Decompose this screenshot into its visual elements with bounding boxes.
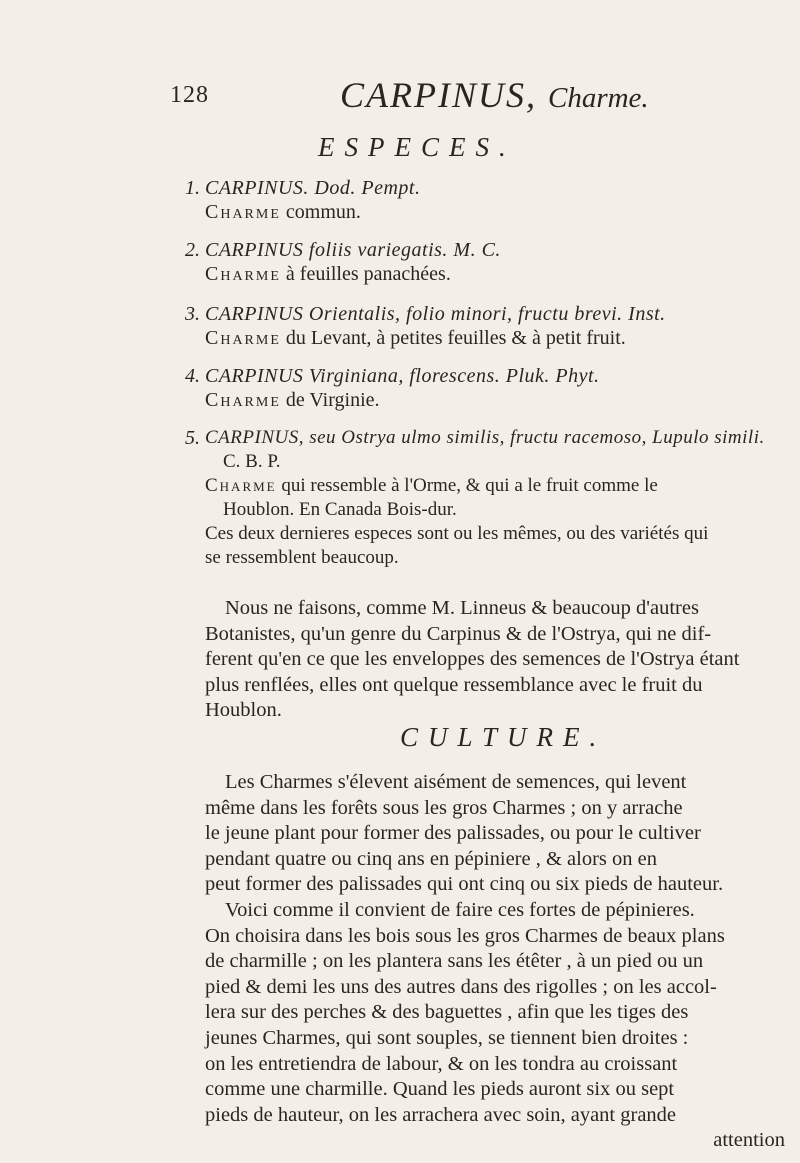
entry-french-name: Charme qui ressemble à l'Orme, & qui a le fruit comme le bbox=[205, 475, 658, 496]
entry-latin-name: CARPINUS. Dod. Pempt. bbox=[205, 177, 421, 199]
species-entry bbox=[185, 238, 785, 286]
entry-number: 3. bbox=[185, 303, 200, 325]
page-header bbox=[170, 75, 770, 122]
entry-french-name: Charme de Virginie. bbox=[205, 389, 380, 411]
running-title-latin: CARPINUS, bbox=[340, 75, 537, 115]
catchword: attention bbox=[713, 1129, 785, 1152]
species-entry bbox=[185, 426, 785, 570]
page-number: 128 bbox=[170, 82, 209, 108]
paragraph-nomenclature: Nous ne faisons, comme M. Linneus & beaucoup d'autres Botanistes, qu'un genre du Carpinus & de l'Ostrya, qui ne dif- ferent qu'en ce que les enveloppes des semences de l'Ostrya étant plus renflées, elles ont quelque ressemblance avec le fruit du Houblon. bbox=[205, 597, 740, 722]
section-title-culture: CULTURE. bbox=[400, 722, 607, 752]
species-entry bbox=[185, 364, 785, 412]
entry-french-name: Charme commun. bbox=[205, 201, 361, 223]
paragraph-culture: Les Charmes s'élevent aisément de semences, qui levent même dans les forêts sous les gros Charmes ; on y arrache le jeune plant pour former des palissades, ou pour le cultiver pendant quatre ou cinq ans en pépiniere , & alors on en peut former des palissades qui ont cinq ou six pieds de hauteur. Voici comme il convient de faire ces fortes de pépinieres. On choisira dans les bois sous les gros Charmes de beaux plans de charmille ; on les plantera sans les étêter , à un pied ou un pied & demi les uns des autres dans des rigolles ; on les accol- lera sur des perches & des baguettes , afin que les tiges des jeunes Charmes, qui sont souples, se tiennent bien droites : on les entretiendra de labour, & on les tondra au croissant comme une charmille. Quand les pieds auront six ou sept pieds de hauteur, on les arrachera avec soin, ayant grande attention bbox=[205, 770, 785, 1154]
entry-number: 1. bbox=[185, 177, 200, 199]
entry-latin-ref: C. B. P. bbox=[223, 451, 281, 472]
entry-french-name: Charme à feuilles panachées. bbox=[205, 263, 451, 285]
species-entry bbox=[185, 302, 785, 350]
entry-number: 4. bbox=[185, 365, 200, 387]
section-title-especes: ESPECES. bbox=[318, 132, 516, 162]
entry-latin-name: CARPINUS foliis variegatis. M. C. bbox=[205, 239, 501, 261]
species-entry bbox=[185, 176, 785, 224]
entry-number: 2. bbox=[185, 239, 200, 261]
running-title-french: Charme. bbox=[547, 82, 649, 114]
running-title bbox=[340, 74, 649, 116]
entry-note-cont: se ressemblent beaucoup. bbox=[205, 547, 399, 568]
entry-latin-name: CARPINUS, seu Ostrya ulmo similis, fructu racemoso, Lupulo simili. bbox=[205, 427, 765, 448]
entry-note: Ces deux dernieres especes sont ou les mêmes, ou des variétés qui bbox=[205, 523, 709, 544]
entry-number: 5. bbox=[185, 427, 200, 449]
entry-french-name: Charme du Levant, à petites feuilles & à petit fruit. bbox=[205, 327, 626, 349]
entry-latin-name: CARPINUS Orientalis, folio minori, fructu brevi. Inst. bbox=[205, 303, 666, 325]
entry-latin-name: CARPINUS Virginiana, florescens. Pluk. Phyt. bbox=[205, 365, 600, 387]
entry-french-cont: Houblon. En Canada Bois-dur. bbox=[223, 499, 457, 520]
